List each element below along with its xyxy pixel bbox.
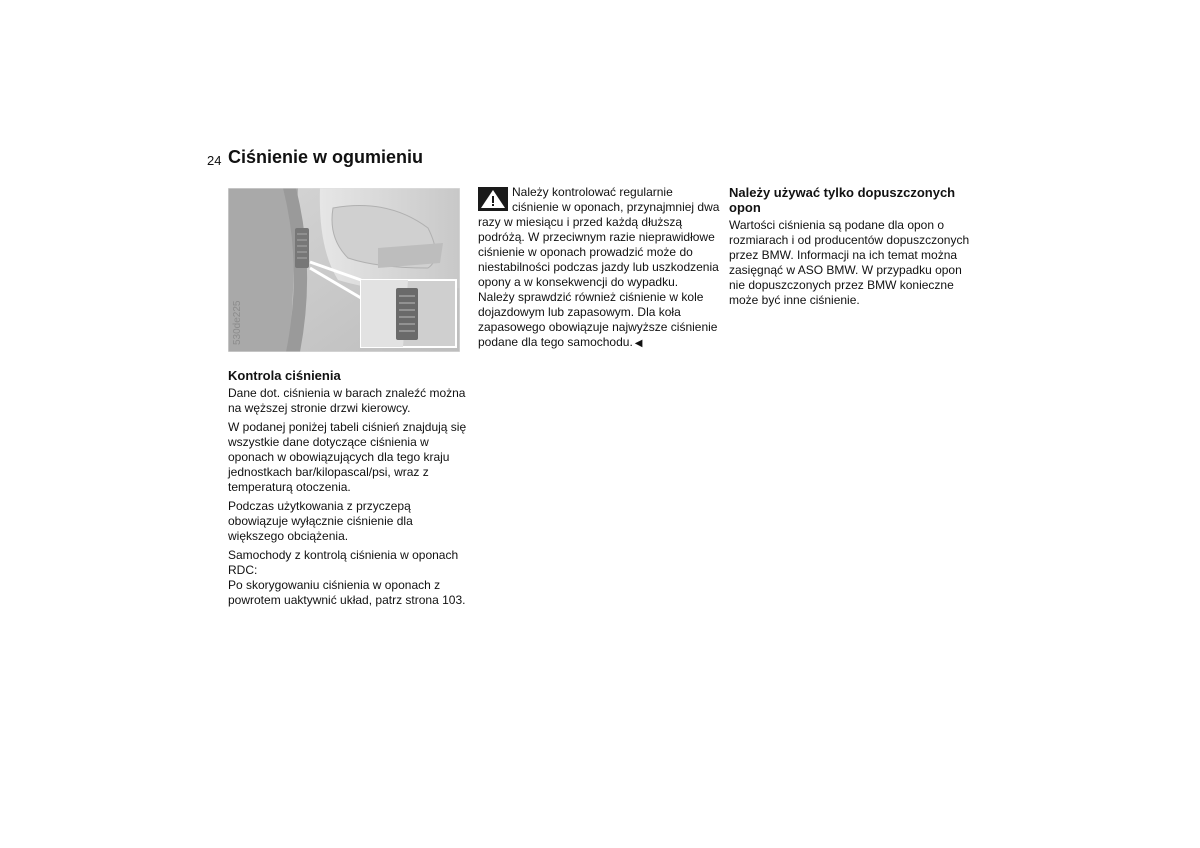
figure-code: 530de225 bbox=[232, 300, 243, 345]
end-mark-icon: ◀ bbox=[634, 338, 643, 349]
paragraph: Podczas użytkowania z przyczepą obowiązuje wyłącznie ciśnienie dla większego obciążenia. bbox=[228, 499, 413, 543]
paragraph: W podanej poniżej tabeli ciśnień znajdują się wszystkie dane dotyczące ciśnienia w oponach w obowiązujących dla tego kraju jednostkach bar/kilopascal/psi, wraz z temperaturą otoczenia. bbox=[228, 420, 467, 494]
section-heading-pressure-check: Kontrola ciśnienia bbox=[228, 368, 341, 383]
paragraph: Wartości ciśnienia są podane dla opon o rozmiarach i od producentów dopuszczonych przez BMW. Informacji na ich temat można zasięgnąć w ASO BMW. W przypadku opon nie dopuszczonych przez BMW konieczne może być inne ciśnienie. bbox=[729, 218, 970, 307]
paragraph: Samochody z kontrolą ciśnienia w oponach RDC: bbox=[228, 548, 459, 577]
section-heading-approved-tires: Należy używać tylko dopuszczonych opon bbox=[729, 185, 956, 215]
page-title: Ciśnienie w ogumieniu bbox=[228, 147, 424, 167]
middle-column bbox=[478, 185, 722, 355]
warning-triangle-icon bbox=[478, 187, 508, 211]
warning-paragraph-text: Należy sprawdzić również ciśnienie w kole dojazdowym lub zapasowym. Dla koła zapasowego obowiązuje najwyższe ciśnienie podane dla tego samochodu. bbox=[478, 290, 718, 349]
door-pillar-photo bbox=[228, 188, 460, 352]
paragraph: Po skorygowaniu ciśnienia w oponach z powrotem uaktywnić układ, patrz strona 103. bbox=[228, 578, 466, 607]
paragraph: Dane dot. ciśnienia w barach znaleźć można na węższej stronie drzwi kierowcy. bbox=[228, 386, 466, 415]
left-column bbox=[228, 368, 470, 612]
right-column bbox=[729, 185, 974, 312]
warning-paragraph: Należy kontrolować regularnie ciśnienie w oponach, przynajmniej dwa razy w miesiącu i przed każdą dłuższą podróżą. W przeciwnym razie nieprawidłowe ciśnienie w oponach prowadzić może do niestabilności podczas jazdy lub uszkodzenia opony a w konsekwencji do wypadku. bbox=[478, 185, 720, 289]
page-number: 24 bbox=[207, 153, 222, 168]
warning-paragraph bbox=[478, 290, 722, 351]
